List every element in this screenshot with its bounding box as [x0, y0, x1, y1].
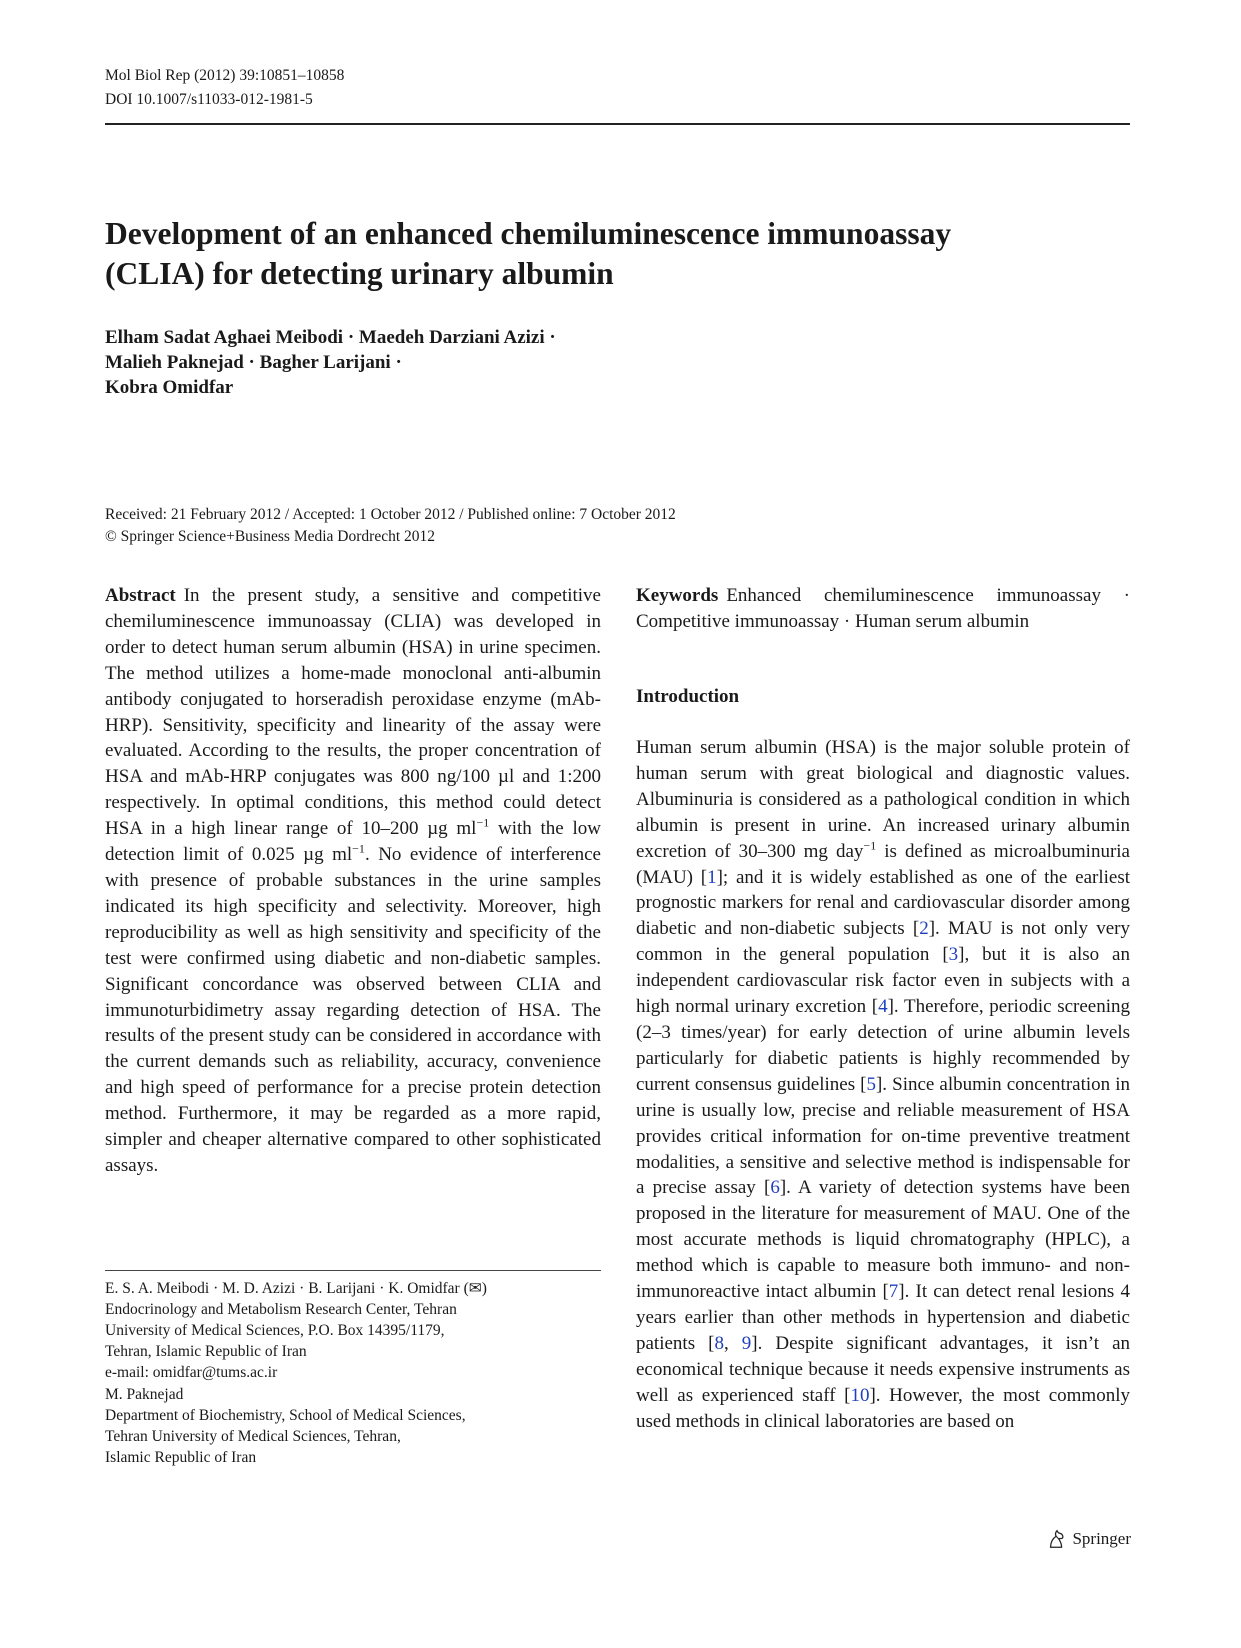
citation-link[interactable]: 9	[741, 1332, 752, 1354]
affiliation-1	[105, 1278, 601, 1383]
intro-text: ]. Since albumin concentration in urine is usually low, precise and reliable measurement of HSA provides critical information for on-time preventive treatment modalities, a sensitive and selective method is indispensable for a precise assay [	[636, 1073, 1130, 1199]
title-line-2: (CLIA) for detecting urinary albumin	[105, 256, 614, 291]
header-rule	[105, 123, 1130, 125]
affiliation-line: Tehran University of Medical Sciences, Tehran,	[105, 1428, 401, 1445]
abstract-text-1: In the present study, a sensitive and competitive chemiluminescence immunoassay (CLIA) was developed in order to detect human serum albumin (HSA) in urine specimen. The method utilizes a home-made monoclonal anti-albumin antibody conjugated to horseradish peroxidase enzyme (mAb-HRP). Sensitivity, specificity and linearity of the assay were evaluated. According to the results, the proper concentration of HSA and mAb-HRP conjugates was 800 ng/100 µl and 1:200 respectively. In optimal conditions, this method could detect HSA in a high linear range of 10–200 µg ml	[105, 585, 601, 840]
authors-line-1: Elham Sadat Aghaei Meibodi · Maedeh Darziani Azizi ·	[105, 327, 556, 348]
introduction-body	[636, 735, 1130, 1434]
abstract-text-2: with the low detection limit of 0.025 µg ml	[105, 818, 601, 866]
affiliation-line: Islamic Republic of Iran	[105, 1449, 257, 1466]
abstract-sup-1: −1	[476, 815, 490, 830]
affiliation-line: Tehran, Islamic Republic of Iran	[105, 1343, 307, 1360]
affiliation-line: Department of Biochemistry, School of Medical Sciences,	[105, 1407, 466, 1424]
keywords-text: Enhanced chemiluminescence immunoassay · Competitive immunoassay · Human serum albumin	[636, 585, 1130, 632]
affiliation-2	[105, 1384, 601, 1468]
copyright-line: © Springer Science+Business Media Dordrecht 2012	[105, 528, 436, 545]
intro-text: ]. It can detect renal lesions 4 years earlier than other methods in hypertension and diabetic patients [	[636, 1281, 1130, 1354]
abstract-text-3: . No evidence of interference with presence of probable substances in the urine samples indicated its high specificity and selectivity. Moreover, high reproducibility as well as high sensitivity and specificity of the test were confirmed using diabetic and non-diabetic samples. Significant concordance was observed between CLIA and immunoturbidimetry assay regarding detection of HSA. The results of the present study can be considered in accordance with the current demands such as reliability, accuracy, convenience and high speed of performance for a precise protein detection method. Furthermore, it may be regarded as a more rapid, simpler and cheaper alternative compared to other sophisticated assays.	[105, 844, 601, 1176]
affiliation-line: Endocrinology and Metabolism Research Center, Tehran	[105, 1301, 457, 1318]
author-list	[105, 325, 556, 400]
intro-text: ]. A variety of detection systems have been proposed in the literature for measurement of MAU. One of the most accurate methods is liquid chromatography (HPLC), a method which is capable to measure both immuno- and non-immunoreactive intact albumin [	[636, 1177, 1131, 1303]
intro-text: ]. Despite significant advantages, it isn’t an economical technique because it needs expensive instruments as well as experienced staff [	[636, 1332, 1131, 1406]
authors-line-3: Kobra Omidfar	[105, 377, 234, 398]
intro-text: ]. Therefore, periodic screening (2–3 times/year) for early detection of urine albumin levels particularly for diabetic patients is highly recommended by current consensus guidelines [	[636, 996, 1130, 1095]
publisher-name: Springer	[1072, 1529, 1131, 1548]
citation-link[interactable]: 4	[878, 996, 888, 1018]
intro-text: ], but it is also an independent cardiovascular risk factor even in subjects with a high normal urinary excretion [	[636, 944, 1130, 1018]
footnote-author: M. Paknejad	[105, 1386, 184, 1403]
abstract	[105, 583, 601, 1179]
citation-link[interactable]: 6	[770, 1177, 780, 1199]
introduction-heading: Introduction	[636, 686, 740, 707]
abstract-label: Abstract	[105, 585, 176, 606]
abstract-sup-2: −1	[352, 841, 365, 856]
citation-link[interactable]: 3	[948, 944, 959, 966]
springer-horse-icon	[1046, 1528, 1068, 1550]
citation-link[interactable]: 7	[888, 1281, 899, 1303]
publication-history	[105, 504, 676, 548]
email[interactable]: e-mail: omidfar@tums.ac.ir	[105, 1364, 278, 1381]
footnote-rule	[105, 1270, 601, 1271]
footnote-authors: E. S. A. Meibodi · M. D. Azizi · B. Larijani · K. Omidfar (✉)	[105, 1280, 487, 1297]
doi[interactable]: DOI 10.1007/s11033-012-1981-5	[105, 91, 313, 108]
journal-citation: Mol Biol Rep (2012) 39:10851–10858	[105, 67, 345, 84]
intro-text: ]; and it is widely established as one of the earliest prognostic markers for renal and cardiovascular disorder among diabetic and non-diabetic subjects [	[636, 866, 1130, 940]
citation-separator: ,	[723, 1332, 742, 1354]
intro-text: ]. MAU is not only very common in the general population [	[636, 918, 1131, 966]
citation-link[interactable]: 2	[919, 918, 929, 940]
affiliation-line: University of Medical Sciences, P.O. Box 14395/1179,	[105, 1322, 445, 1339]
article-title	[105, 214, 1125, 294]
authors-line-2: Malieh Paknejad · Bagher Larijani ·	[105, 352, 402, 373]
intro-sup: −1	[863, 838, 877, 853]
intro-text: ]. However, the most commonly used methods in clinical laboratories are based on	[636, 1384, 1130, 1432]
citation-link[interactable]: 5	[866, 1073, 876, 1095]
publisher-mark	[1046, 1528, 1131, 1550]
citation-link[interactable]: 8	[714, 1332, 724, 1354]
title-line-1: Development of an enhanced chemiluminescence immunoassay	[105, 216, 952, 251]
keywords-label: Keywords	[636, 585, 719, 606]
running-header	[105, 64, 344, 112]
intro-text: is defined as microalbuminuria (MAU) [	[636, 840, 1130, 888]
dates-line: Received: 21 February 2012 / Accepted: 1 October 2012 / Published online: 7 October 2012	[105, 506, 676, 523]
keywords	[636, 583, 1130, 635]
citation-link[interactable]: 1	[707, 866, 717, 888]
intro-text: Human serum albumin (HSA) is the major soluble protein of human serum with great biological and diagnostic values. Albuminuria is considered as a pathological condition in which albumin is present in urine. An increased urinary albumin excretion of 30–300 mg day	[636, 737, 1130, 862]
citation-link[interactable]: 10	[850, 1384, 870, 1406]
